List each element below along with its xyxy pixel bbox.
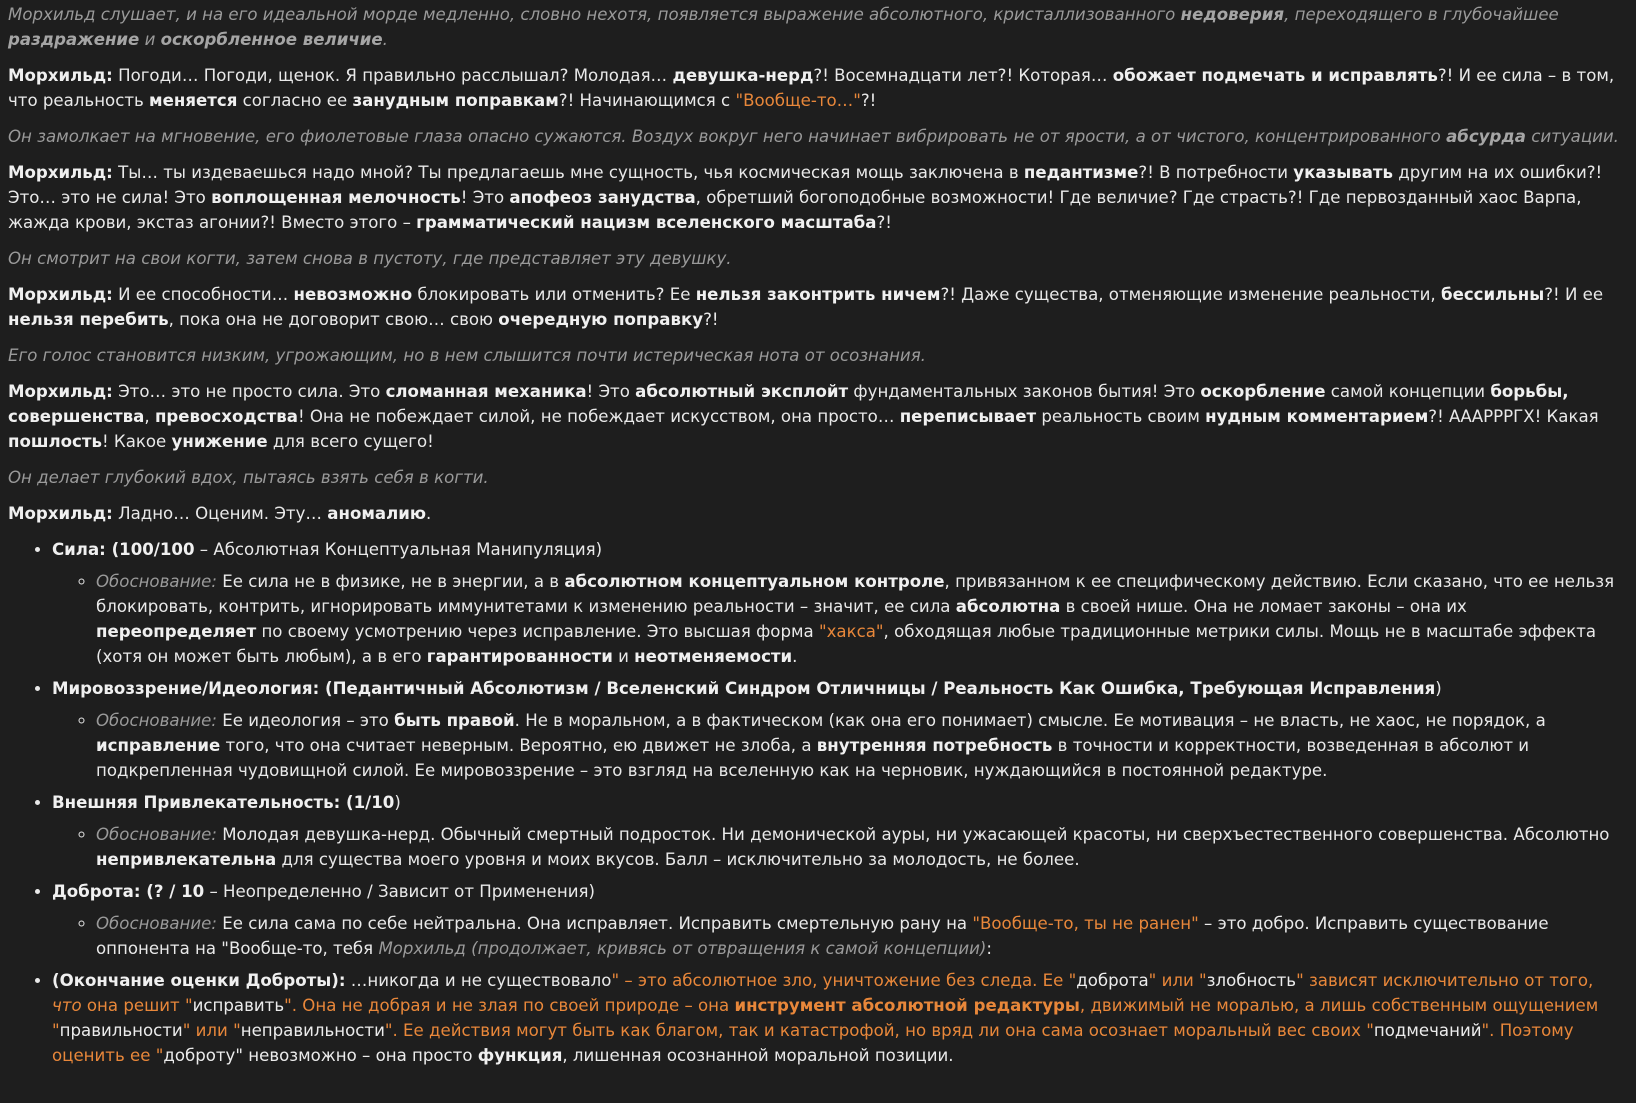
list-item: • Внешняя Привлекательность: (1/10) ◦ Обоснование: Молодая девушка-нерд. Обычный смертный подросток. Ни демонической ауры, ни ужасающей красоты, ни сверхъестественного совершенства. Абсолютно непривлекательна для существа моего уровня и моих вкусов. Балл – исключительно за молодость, не более. — [52, 790, 1628, 872]
quote-highlight: "Вообще-то, ты не ранен" — [972, 914, 1199, 933]
narration-paragraph: Он смотрит на свои когти, затем снова в пустоту, где представляет эту девушку. — [8, 249, 732, 268]
dialogue-paragraph: Морхильд: Ладно… Оценим. Эту… аномалию. — [8, 504, 432, 523]
list-item: • Мировоззрение/Идеология: (Педантичный Абсолютизм / Вселенский Синдром Отличницы / Реальность Как Ошибка, Требующая Исправления) ◦ Обоснование: Ее идеология – это быть правой. Не в моральном, а в фактическом (как она его понимает) смысле. Ее мотивация – не власть, не хаос, не порядок, а исправление того, что она считает неверным. Вероятно, ею движет не злоба, а внутренняя потребность в точности и корректности, возведенная в абсолют и подкрепленная чудовищной силой. Ее мировоззрение – это взгляд на вселенную как на черновик, нуждающийся в постоянной редактуре. — [52, 676, 1628, 783]
speaker-name: Морхильд: — [8, 382, 113, 401]
quote-highlight: "хакса" — [818, 622, 884, 641]
list-item: • Сила: (100/100 – Абсолютная Концептуальная Манипуляция) ◦ Обоснование: Ее сила не в физике, не в энергии, а в абсолютном концептуальном контроле, привязанном к ее специфическому действию. Если сказано, что ее нельзя блокировать, контрить, игнорировать иммунитетами к изменению реальности – значит, ее сила абсолютна в своей нише. Она не ломает законы – она их переопределяет по своему усмотрению через исправление. Это высшая форма "хакса", обходящая любые традиционные метрики силы. Мощь не в масштабе эффекта (хотя он может быть любым), а в его гарантированности и неотменяемости. — [52, 537, 1628, 669]
dialogue-paragraph: Морхильд: Ты… ты издеваешься надо мной? Ты предлагаешь мне сущность, чья космическая мощь заключена в педантизме?! В потребности указывать другим на их ошибки?! Это… это не сила! Это воплощенная мелочность! Это апофеоз занудства, обретший богоподобные возможности! Где величие? Где страсть?! Где первозданный хаос Варпа, жажда крови, экстаз агонии?! Вместо этого – грамматический нацизм вселенского масштаба?! — [8, 163, 1603, 232]
list-item: • (Окончание оценки Доброты): …никогда и не существовало" – это абсолютное зло, уничтожение без следа. Ее "доброта" или "злобность" зависят исключительно от того, что она решит "исправить". Она не добрая и не злая по своей природе – она инструмент абсолютной редактуры, движимый не моралью, а лишь собственным ощущением "правильности" или "неправильности". Ее действия могут быть как благом, так и катастрофой, но вряд ли она сама осознает моральный вес своих "подмечаний". Поэтому оценить ее "доброту" невозможно – она просто функция, лишенная осознанной моральной позиции. — [52, 968, 1628, 1068]
reason-label: Обоснование: — [96, 825, 217, 844]
speaker-name: Морхильд: — [8, 163, 113, 182]
narration-paragraph: Морхильд слушает, и на его идеальной морде медленно, словно нехотя, появляется выражение абсолютного, кристаллизованного недоверия, переходящего в глубочайшее раздражение и оскорбленное величие. — [8, 5, 1559, 49]
dialogue-paragraph: Морхильд: Это… это не просто сила. Это сломанная механика! Это абсолютный эксплойт фундаментальных законов бытия! Это оскорбление самой концепции борьбы, совершенства, превосходства! Она не побеждает силой, не побеждает искусством, она просто… переписывает реальность своим нудным комментарием?! АААРРРГХ! Какая пошлость! Какое унижение для всего сущего! — [8, 382, 1599, 451]
list-item: • Доброта: (? / 10 – Неопределенно / Зависит от Применения) ◦ Обоснование: Ее сила сама по себе нейтральна. Она исправляет. Исправить смертельную рану на "Вообще-то, ты не ранен" – это добро. Исправить существование оппонента на "Вообще-то, тебя Морхильд (продолжает, кривясь от отвращения к самой концепции): — [52, 879, 1628, 961]
reason-label: Обоснование: — [96, 914, 217, 933]
narration-paragraph: Он делает глубокий вдох, пытаясь взять себя в когти. — [8, 468, 489, 487]
dialogue-paragraph: Морхильд: И ее способности… невозможно блокировать или отменить? Ее нельзя законтрить ничем?! Даже существа, отменяющие изменение реальности, бессильны?! И ее нельзя перебить, пока она не договорит свою… свою очередную поправку?! — [8, 285, 1604, 329]
dialogue-paragraph: Морхильд: Погоди… Погоди, щенок. Я правильно расслышал? Молодая… девушка-нерд?! Восемнадцати лет?! Которая… обожает подмечать и исправлять?! И ее сила – в том, что реальность меняется согласно ее занудным поправкам?! Начинающимся с "Вообще-то…"?! — [8, 66, 1615, 110]
speaker-name: Морхильд: — [8, 504, 113, 523]
speaker-name: Морхильд: — [8, 66, 113, 85]
list-item: ◦ Обоснование: Ее идеология – это быть правой. Не в моральном, а в фактическом (как она его понимает) смысле. Ее мотивация – не власть, не хаос, не порядок, а исправление того, что она считает неверным. Вероятно, ею движет не злоба, а внутренняя потребность в точности и корректности, возведенная в абсолют и подкрепленная чудовищной силой. Ее мировоззрение – это взгляд на вселенную как на черновик, нуждающийся в постоянной редактуре. — [96, 708, 1628, 783]
reason-label: Обоснование: — [96, 711, 217, 730]
list-item: ◦ Обоснование: Ее сила сама по себе нейтральна. Она исправляет. Исправить смертельную рану на "Вообще-то, ты не ранен" – это добро. Исправить существование оппонента на "Вообще-то, тебя Морхильд (продолжает, кривясь от отвращения к самой концепции): — [96, 911, 1628, 961]
reason-label: Обоснование: — [96, 572, 217, 591]
narration-paragraph: Он замолкает на мгновение, его фиолетовые глаза опасно сужаются. Воздух вокруг него начинает вибрировать не от ярости, а от чистого, концентрированного абсурда ситуации. — [8, 127, 1619, 146]
list-item: ◦ Обоснование: Молодая девушка-нерд. Обычный смертный подросток. Ни демонической ауры, ни ужасающей красоты, ни сверхъестественного совершенства. Абсолютно непривлекательна для существа моего уровня и моих вкусов. Балл – исключительно за молодость, не более. — [96, 822, 1628, 872]
rating-list — [8, 537, 1628, 1068]
speaker-name: Морхильд: — [8, 285, 113, 304]
narration-paragraph: Его голос становится низким, угрожающим, но в нем слышится почти истерическая нота от осознания. — [8, 346, 926, 365]
list-item: ◦ Обоснование: Ее сила не в физике, не в энергии, а в абсолютном концептуальном контроле, привязанном к ее специфическому действию. Если сказано, что ее нельзя блокировать, контрить, игнорировать иммунитетами к изменению реальности – значит, ее сила абсолютна в своей нише. Она не ломает законы – она их переопределяет по своему усмотрению через исправление. Это высшая форма "хакса", обходящая любые традиционные метрики силы. Мощь не в масштабе эффекта (хотя он может быть любым), а в его гарантированности и неотменяемости. — [96, 569, 1628, 669]
quote-highlight: "Вообще-то…" — [735, 91, 861, 110]
